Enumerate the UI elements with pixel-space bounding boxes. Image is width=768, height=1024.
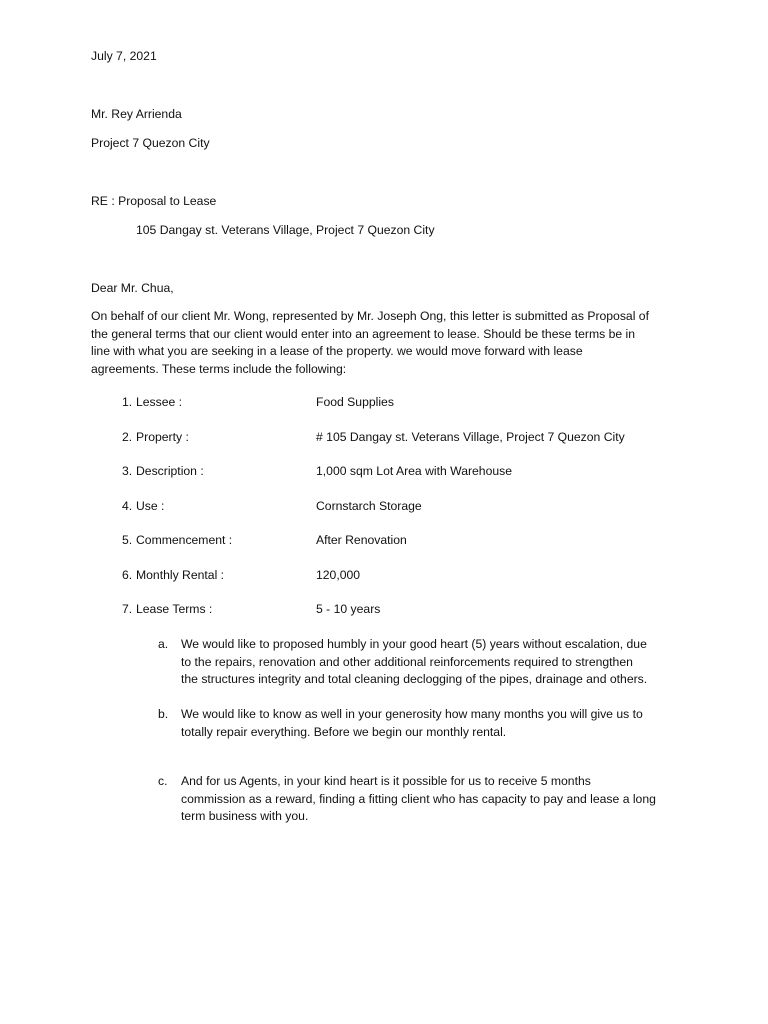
term-value: After Renovation <box>316 533 407 547</box>
term-number: 6. <box>122 568 133 582</box>
term-label: Commencement : <box>136 533 233 547</box>
sub-item-line: commission as a reward, finding a fitting client who has capacity to pay and lease a long <box>181 791 656 806</box>
re-address: 105 Dangay st. Veterans Village, Project 7 Quezon City <box>136 223 435 237</box>
sub-item-line: term business with you. <box>181 809 309 823</box>
term-label: Monthly Rental : <box>136 568 225 582</box>
sub-item-letter: b. <box>158 707 169 721</box>
term-value: # 105 Dangay st. Veterans Village, Project 7 Quezon City <box>316 430 625 444</box>
intro-line: line with what you are seeking in a lease of the property. we would move forward with lease <box>91 344 583 358</box>
term-label: Description : <box>136 464 204 478</box>
re-line: RE : Proposal to Lease <box>91 194 217 208</box>
term-value: 1,000 sqm Lot Area with Warehouse <box>316 464 513 478</box>
term-number: 7. <box>122 602 133 616</box>
term-number: 2. <box>122 430 133 444</box>
term-label: Use : <box>136 499 165 513</box>
sub-item-text <box>181 706 691 741</box>
sub-item-line: the structures integrity and total cleaning declogging of the pipes, drainage and others. <box>181 672 648 686</box>
intro-paragraph <box>91 308 691 378</box>
recipient-name: Mr. Rey Arrienda <box>91 107 182 121</box>
letter-date: July 7, 2021 <box>91 49 157 63</box>
term-value: 120,000 <box>316 568 361 582</box>
sub-item-text <box>181 773 691 826</box>
intro-line: the general terms that our client would enter into an agreement to lease. Should be these terms be in <box>91 326 636 341</box>
intro-line: agreements. These terms include the following: <box>91 361 347 376</box>
term-value: 5 - 10 years <box>316 602 381 616</box>
sub-item-line: We would like to proposed humbly in your good heart (5) years without escalation, due <box>181 637 647 651</box>
salutation: Dear Mr. Chua, <box>91 281 174 295</box>
term-number: 4. <box>122 499 133 513</box>
sub-item-line: We would like to know as well in your generosity how many months you will give us to <box>181 707 643 721</box>
term-label: Property : <box>136 430 189 444</box>
sub-item-text <box>181 636 691 689</box>
sub-item-letter: a. <box>158 637 169 651</box>
term-label: Lease Terms : <box>136 602 213 616</box>
term-value: Cornstarch Storage <box>316 499 422 513</box>
sub-item-line: And for us Agents, in your kind heart is it possible for us to receive 5 months <box>181 774 591 788</box>
sub-item-line: to the repairs, renovation and other additional reinforcements required to strengthen <box>181 654 633 669</box>
intro-line: On behalf of our client Mr. Wong, represented by Mr. Joseph Ong, this letter is submitted as Proposal of <box>91 309 649 323</box>
term-label: Lessee : <box>136 395 183 409</box>
term-value: Food Supplies <box>316 395 394 409</box>
term-number: 1. <box>122 395 133 409</box>
sub-item-line: totally repair everything. Before we begin our monthly rental. <box>181 724 507 739</box>
term-number: 5. <box>122 533 133 547</box>
term-number: 3. <box>122 464 133 478</box>
sub-item-letter: c. <box>158 774 168 788</box>
recipient-address: Project 7 Quezon City <box>91 136 210 150</box>
